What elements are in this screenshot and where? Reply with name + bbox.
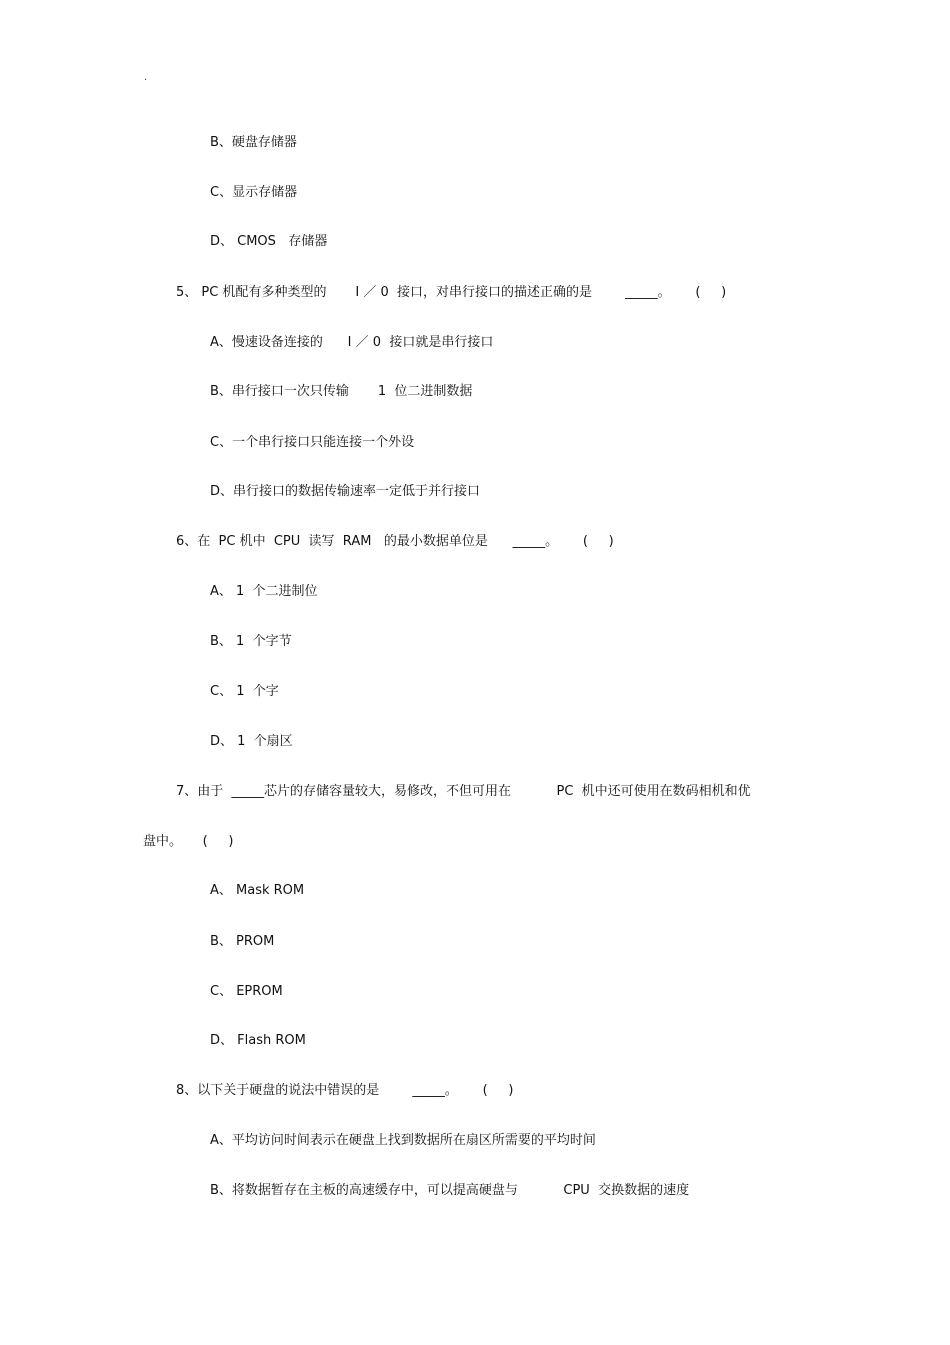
question-line: 5、 PC 机配有多种类型的 I ／ 0 接口，对串行接口的描述正确的是 _____。 ( ): [176, 285, 727, 300]
option-line: C、 EPROM: [210, 984, 283, 999]
question-line: 7、由于 _____芯片的存储容量较大，易修改，不但可用在 PC 机中还可使用在数码相机和优: [176, 784, 751, 799]
option-line: C、显示存储器: [210, 185, 298, 200]
option-line: D、 1 个扇区: [210, 734, 293, 749]
option-line: D、 Flash ROM: [210, 1033, 306, 1048]
option-line: B、 1 个字节: [210, 634, 292, 649]
option-line: C、一个串行接口只能连接一个外设: [210, 435, 415, 450]
option-line: A、 Mask ROM: [210, 883, 305, 898]
question-line: 6、在 PC 机中 CPU 读写 RAM 的最小数据单位是 _____。 ( ): [176, 534, 614, 549]
question-line-continued: 盘中。 ( ): [143, 834, 234, 849]
question-line: 8、以下关于硬盘的说法中错误的是 _____。 ( ): [176, 1083, 514, 1098]
option-line: D、 CMOS 存储器: [210, 234, 328, 249]
page-dot-mark: .: [144, 72, 148, 83]
option-line: C、 1 个字: [210, 684, 279, 699]
option-line: B、硬盘存储器: [210, 135, 297, 150]
option-line: B、串行接口一次只传输 1 位二进制数据: [210, 384, 473, 399]
option-line: A、平均访问时间表示在硬盘上找到数据所在扇区所需要的平均时间: [210, 1133, 596, 1148]
option-line: A、慢速设备连接的 I ／ 0 接口就是串行接口: [210, 335, 494, 350]
option-line: A、 1 个二进制位: [210, 584, 318, 599]
option-line: D、串行接口的数据传输速率一定低于并行接口: [210, 484, 481, 499]
option-line: B、 PROM: [210, 934, 275, 949]
option-line: B、将数据暂存在主板的高速缓存中，可以提高硬盘与 CPU 交换数据的速度: [210, 1183, 690, 1198]
